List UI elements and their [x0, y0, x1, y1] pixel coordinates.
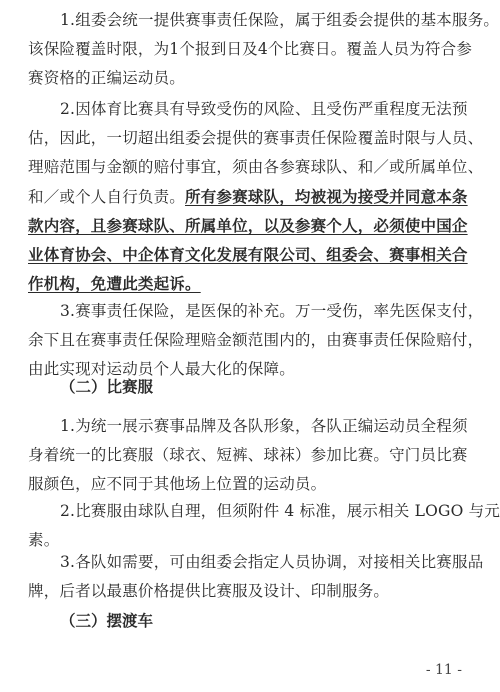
text-line-mixed	[28, 182, 472, 211]
text-emphasis-line: 业体育协会、中企体育文化发展有限公司、组委会、赛事相关合	[28, 245, 468, 264]
text-line: 素。	[28, 531, 60, 549]
text-line: 估，因此，一切超出组委会提供的赛事责任保险覆盖时限与人员、	[28, 129, 484, 147]
text-line: 余下且在赛事责任保险理赔金额范围内的，由赛事责任保险赔付，	[28, 331, 484, 349]
text-line: 2.比赛服由球队自理，但须附件 4 标准，展示相关 LOGO 与元	[60, 502, 500, 520]
section-heading-uniform: （二）比赛服	[60, 377, 154, 396]
text-plain: 和／或个人自行负责。	[28, 188, 186, 206]
text-line: 3.赛事责任保险，是医保的补充。万一受伤，率先医保支付，	[60, 302, 484, 320]
text-line: 1.组委会统一提供赛事责任保险，属于组委会提供的基本服务。	[60, 11, 500, 29]
text-line: 牌，后者以最惠价格提供比赛服及设计、印制服务。	[28, 582, 390, 600]
text-line: 身着统一的比赛服（球衣、短裤、球袜）参加比赛。守门员比赛	[28, 446, 468, 464]
text-line: 2.因体育比赛具有导致受伤的风险、且受伤严重程度无法预	[60, 100, 468, 118]
text-line: 理赔范围与金额的赔付事宜，须由各参赛球队、和／或所属单位、	[28, 158, 484, 176]
paragraph-uniform-1	[28, 412, 472, 499]
text-emphasis-line: 款内容，且参赛球队、所属单位，以及参赛个人，必须使中国企	[28, 216, 468, 235]
text-line: 由此实现对运动员个人最大化的保障。	[28, 360, 295, 378]
text-line: 赛资格的正编运动员。	[28, 69, 186, 87]
paragraph-insurance-3	[28, 297, 484, 384]
paragraph-insurance-1	[28, 6, 500, 93]
page-number: - 11 -	[425, 662, 462, 678]
text-line: 1.为统一展示赛事品牌及各队形象，各队正编运动员全程须	[60, 417, 468, 435]
text-emphasis-line: 作机构，免遭此类起诉。	[28, 274, 201, 293]
section-heading-shuttle: （三）摆渡车	[60, 611, 154, 630]
paragraph-insurance-2	[28, 95, 484, 298]
paragraph-uniform-3	[28, 548, 484, 606]
text-line: 3.各队如需要，可由组委会指定人员协调，对接相关比赛服品	[60, 553, 484, 571]
text-line: 服颜色，应不同于其他场上位置的运动员。	[28, 475, 327, 493]
text-emphasis: 所有参赛球队，均被视为接受并同意本条	[185, 187, 468, 206]
text-line: 该保险覆盖时限，为1个报到日及4个比赛日。覆盖人员为符合参	[28, 40, 473, 58]
paragraph-uniform-2	[28, 497, 500, 555]
